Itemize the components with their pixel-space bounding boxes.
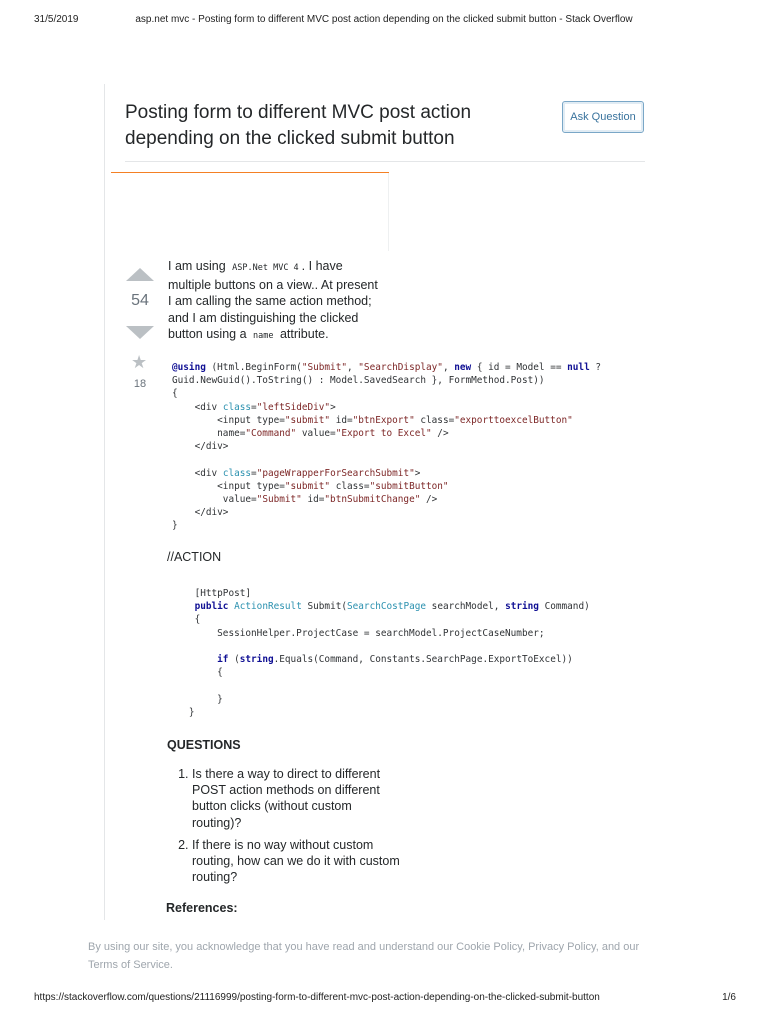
code-token: , [346, 362, 359, 373]
code-token: "exporttoexcelButton" [454, 414, 573, 426]
code-token: /> [420, 494, 438, 506]
code-token: "pageWrapperForSearchSubmit" [256, 467, 415, 479]
code-token: <div [172, 467, 223, 479]
code-token: "submitButton" [369, 480, 449, 492]
code-token: string [505, 601, 539, 613]
code-token: name= [172, 428, 246, 440]
print-url: https://stackoverflow.com/questions/21116999/posting-form-to-different-mvc-post-action-depending-on-the-clicked-submit-button [34, 992, 600, 1003]
code-token: class [222, 467, 252, 479]
favorite-star-icon[interactable]: ★ [131, 352, 148, 372]
code-token: "btnSubmitChange" [324, 494, 421, 506]
inline-code: name [253, 331, 274, 341]
vote-count: 54 [131, 292, 149, 309]
code-block-action [172, 587, 590, 719]
print-page-title: asp.net mvc - Posting form to different MVC post action depending on the clicked submit button - Stack Overflow [135, 14, 633, 25]
print-date: 31/5/2019 [34, 14, 79, 25]
code-token: { id = Model == [471, 362, 568, 373]
references-heading: References: [166, 901, 238, 915]
code-token: [HttpPost] [172, 588, 252, 599]
code-token: "Export to Excel" [335, 428, 432, 440]
code-token: if [217, 654, 229, 666]
code-token: ActionResult [234, 601, 302, 613]
intro-text-part: . I have multiple buttons on a view.. At present I am calling the same action method; and I am distinguishing the clicked button using a [168, 259, 378, 341]
content-left-border [104, 84, 105, 920]
list-item: 1. Is there a way to direct to different POST action methods on different button clicks (without custom routing)? [192, 766, 402, 831]
code-token: = [251, 401, 257, 413]
code-token: SessionHelper.ProjectCase = searchModel.ProjectCaseNumber; [172, 627, 545, 639]
code-token: id= [330, 414, 353, 426]
code-token: searchModel, [426, 601, 506, 613]
intro-text-part: I am using [168, 259, 230, 273]
code-token: id= [301, 494, 325, 506]
title-divider [125, 161, 645, 162]
code-token: class= [414, 414, 455, 426]
code-token: <input type= [172, 414, 285, 426]
code-token: { [172, 388, 178, 400]
inline-code: ASP.Net MVC 4 [232, 263, 299, 273]
code-token: "Submit" [256, 494, 302, 506]
code-token: "Command" [245, 428, 297, 440]
code-token: SearchCostPage [347, 601, 427, 613]
code-token: /> [431, 428, 449, 440]
code-token: new [454, 362, 472, 373]
questions-list [168, 766, 402, 891]
vote-up-arrow-icon[interactable] [126, 268, 154, 281]
code-token: "submit" [284, 414, 331, 426]
code-token: (Html.BeginForm( [205, 362, 302, 373]
action-label: //ACTION [167, 550, 222, 564]
code-token: Submit( [301, 601, 347, 613]
code-token: null [567, 362, 590, 373]
question-intro-text [168, 258, 378, 345]
print-page-number: 1/6 [722, 992, 736, 1003]
code-token: Guid.NewGuid().ToString() : Model.SavedSearch }, FormMethod.Post)) [172, 375, 545, 387]
favorite-count: 18 [133, 378, 147, 390]
code-token: } [172, 706, 195, 718]
code-token: = [251, 467, 257, 479]
code-token: "submit" [284, 480, 331, 492]
code-block-view [172, 361, 601, 533]
code-token: , [442, 362, 455, 373]
question-title[interactable]: Posting form to different MVC post action depending on the clicked submit button [125, 102, 472, 149]
code-token: .Equals(Command, Constants.SearchPage.ExportToExcel)) [273, 654, 573, 666]
vote-down-arrow-icon[interactable] [126, 326, 154, 339]
code-token: Command) [538, 601, 590, 613]
code-token: { [172, 667, 223, 679]
code-token: class [222, 401, 252, 413]
code-token: ( [228, 654, 240, 666]
code-token: <div [172, 401, 223, 413]
code-token: > [330, 401, 336, 413]
intro-text-part: attribute. [276, 327, 329, 341]
code-token [172, 654, 217, 665]
code-token: } [172, 520, 178, 532]
cookie-notice: By using our site, you acknowledge that you have read and understand our Cookie Policy, Privacy Policy, and our Terms of Service. [88, 941, 640, 971]
code-token: "btnExport" [352, 414, 415, 426]
code-token: @using [172, 362, 206, 373]
code-token: </div> [172, 507, 229, 519]
ask-question-button[interactable]: Ask Question [562, 101, 644, 133]
code-token: "SearchDisplay" [358, 362, 443, 373]
ad-placeholder [111, 172, 389, 251]
code-token: string [239, 654, 274, 666]
code-token: class= [330, 480, 370, 492]
code-token: value= [296, 428, 336, 440]
code-token: { [172, 614, 201, 626]
code-token: public [172, 601, 229, 613]
code-token: <input type= [172, 480, 285, 492]
code-token: "Submit" [301, 362, 347, 373]
questions-heading: QUESTIONS [167, 738, 241, 752]
list-item: 2. If there is no way without custom routing, how can we do it with custom routing? [192, 837, 402, 886]
code-token: </div> [172, 441, 229, 453]
code-token: "leftSideDiv" [256, 401, 331, 413]
code-token: ? [589, 362, 602, 373]
code-token: value= [172, 494, 257, 506]
code-token: > [414, 467, 421, 479]
code-token: } [172, 693, 223, 705]
